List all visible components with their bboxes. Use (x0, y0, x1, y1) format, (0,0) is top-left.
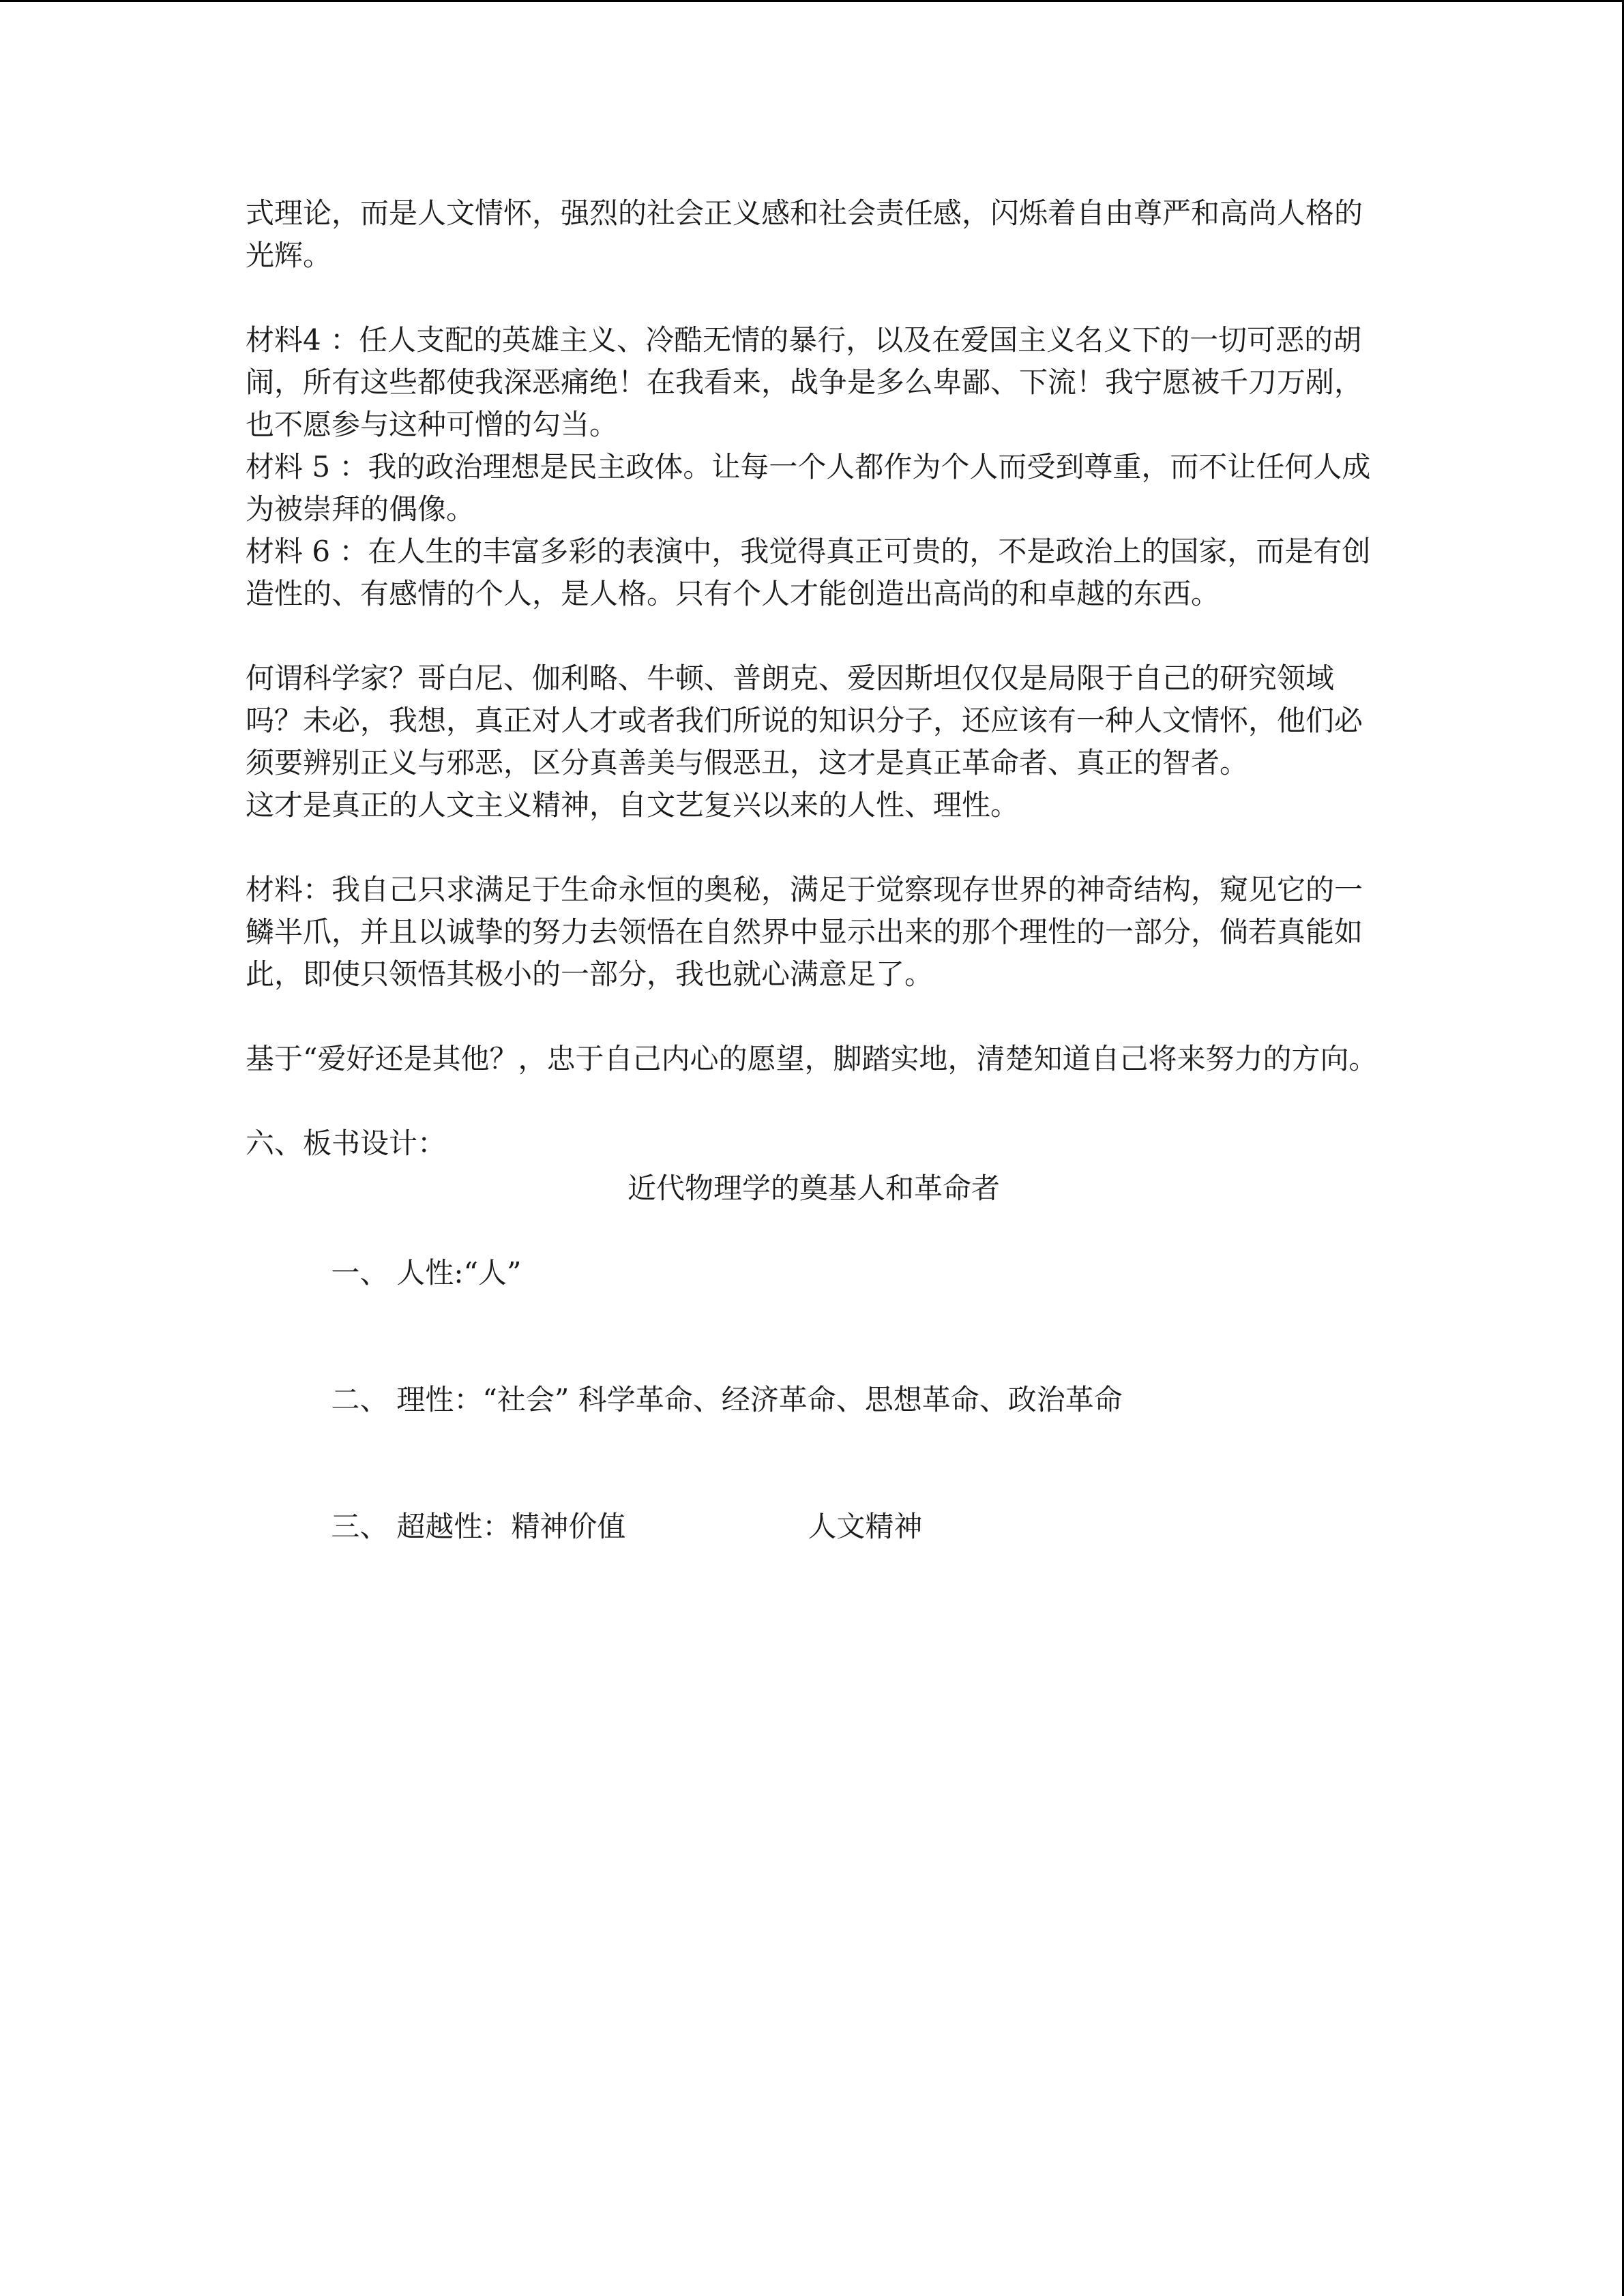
paragraph-material-quote: 材料：我自己只求满足于生命永恒的奥秘，满足于觉察现存世界的神奇结构，窥见它的一鳞半爪，并且以诚挚的努力去领悟在自然界中显示出来的那个理性的一部分，倘若真能如此，即使只领悟其极小的一部分，我也就心满意足了。 (246, 873, 1363, 991)
board-row-text: 理性：“社会” 科学革命、经济革命、思想革命、政治革命 (396, 1383, 1123, 1416)
board-row (246, 1463, 1386, 1590)
paragraph-material-6: 材料 6 ：在人生的丰富多彩的表演中，我觉得真正可贵的，不是政治上的国家，而是有创造性的、有感情的个人，是人格。只有个人才能创造出高尚的和卓越的东西。 (246, 535, 1371, 610)
paragraph-basis: 基于“爱好还是其他？，忠于自己内心的愿望，脚踏实地，清楚知道自己将来努力的方向。 (246, 1042, 1378, 1075)
spacer (246, 996, 1386, 1038)
paragraph-scientist-question: 何谓科学家？哥白尼、伽利略、牛顿、普朗克、爱因斯坦仅仅是局限于自己的研究领域吗？未必，我想，真正对人才或者我们所说的知识分子，还应该有一种人文情怀，他们必须要辨别正义与邪恶，区分真善美与假恶丑，这才是真正革命者、真正的智者。 (246, 661, 1363, 779)
board-row (246, 1337, 1386, 1463)
board-row (246, 1210, 1386, 1337)
board-row-text: 超越性：精神价值 人文精神 (396, 1510, 923, 1543)
paragraph-humanism: 这才是真正的人文主义精神，自文艺复兴以来的人性、理性。 (246, 788, 1020, 822)
paragraph-material-5: 材料 5 ：我的政治理想是民主政体。让每一个人都作为个人而受到尊重，而不让任何人成为被崇拜的偶像。 (246, 450, 1371, 526)
section-heading-board-design: 六、板书设计： (246, 1127, 447, 1160)
spacer (246, 826, 1386, 869)
spacer (246, 615, 1386, 657)
board-row-text: 人性:“人” (396, 1256, 522, 1289)
spacer (246, 1080, 1386, 1122)
board-row-number: 一、 (331, 1256, 389, 1289)
board-row-number: 三、 (331, 1510, 389, 1543)
paragraph-material-4: 材料4 ：任人支配的英雄主义、冷酷无情的暴行，以及在爱国主义名义下的一切可恶的胡闹，所有这些都使我深恶痛绝！在我看来，战争是多么卑鄙、下流！我宁愿被千刀万剐，也不愿参与这种可憎的勾当。 (246, 323, 1363, 441)
page-top-border (0, 0, 1624, 2)
document-body (246, 192, 1386, 1590)
paragraph-intro: 式理论，而是人文情怀，强烈的社会正义感和社会责任感，闪烁着自由尊严和高尚人格的光辉。 (246, 196, 1363, 272)
spacer (246, 277, 1386, 319)
board-title: 近代物理学的奠基人和革命者 (628, 1172, 1001, 1205)
board-row-number: 二、 (331, 1383, 389, 1416)
